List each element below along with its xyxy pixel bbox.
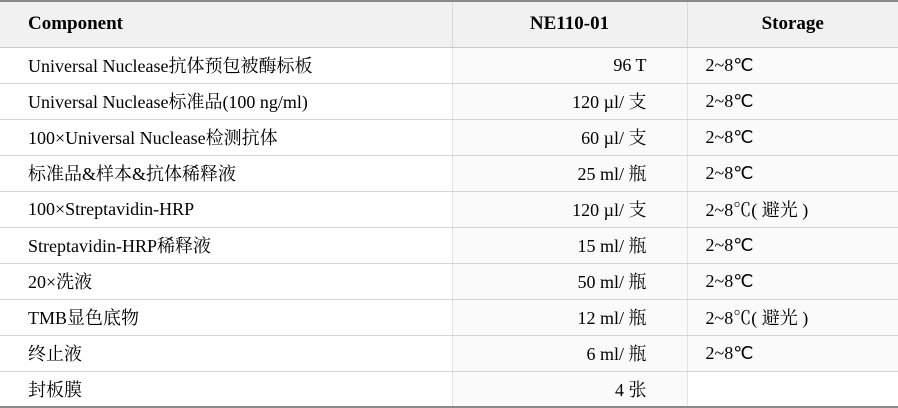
table-row: [0, 299, 898, 335]
column-header-storage: Storage: [687, 1, 898, 47]
cell-storage: 2~8℃: [687, 83, 898, 119]
table-row: [0, 263, 898, 299]
cell-component: Universal Nuclease抗体预包被酶标板: [0, 47, 452, 83]
cell-component: 终止液: [0, 335, 452, 371]
cell-storage: 2~8℃: [687, 263, 898, 299]
cell-spec: 60 µl/ 支: [452, 119, 687, 155]
cell-spec: 6 ml/ 瓶: [452, 335, 687, 371]
cell-storage: 2~8℃: [687, 227, 898, 263]
cell-spec: 120 µl/ 支: [452, 191, 687, 227]
table-header: [0, 1, 898, 47]
column-header-component: Component: [0, 1, 452, 47]
cell-storage: 2~8℃: [687, 119, 898, 155]
table-body: [0, 47, 898, 407]
cell-component: 封板膜: [0, 371, 452, 407]
cell-component: 100×Universal Nuclease检测抗体: [0, 119, 452, 155]
cell-storage: 2~8℃( 避光 ): [687, 191, 898, 227]
table-header-row: [0, 1, 898, 47]
column-header-spec: NE110-01: [452, 1, 687, 47]
table-row: [0, 371, 898, 407]
cell-storage: 2~8℃: [687, 155, 898, 191]
cell-spec: 120 µl/ 支: [452, 83, 687, 119]
table-row: [0, 119, 898, 155]
cell-component: 100×Streptavidin-HRP: [0, 191, 452, 227]
cell-component: TMB显色底物: [0, 299, 452, 335]
cell-component: Universal Nuclease标准品(100 ng/ml): [0, 83, 452, 119]
table-row: [0, 191, 898, 227]
table-row: [0, 227, 898, 263]
cell-storage: 2~8℃( 避光 ): [687, 299, 898, 335]
table-row: [0, 47, 898, 83]
cell-component: Streptavidin-HRP稀释液: [0, 227, 452, 263]
cell-component: 标准品&样本&抗体稀释液: [0, 155, 452, 191]
table-row: [0, 83, 898, 119]
cell-component: 20×洗液: [0, 263, 452, 299]
cell-spec: 50 ml/ 瓶: [452, 263, 687, 299]
cell-spec: 15 ml/ 瓶: [452, 227, 687, 263]
cell-spec: 96 T: [452, 47, 687, 83]
cell-storage: [687, 371, 898, 407]
table-row: [0, 335, 898, 371]
table-row: [0, 155, 898, 191]
cell-spec: 12 ml/ 瓶: [452, 299, 687, 335]
cell-storage: 2~8℃: [687, 335, 898, 371]
cell-spec: 25 ml/ 瓶: [452, 155, 687, 191]
cell-storage: 2~8℃: [687, 47, 898, 83]
cell-spec: 4 张: [452, 371, 687, 407]
